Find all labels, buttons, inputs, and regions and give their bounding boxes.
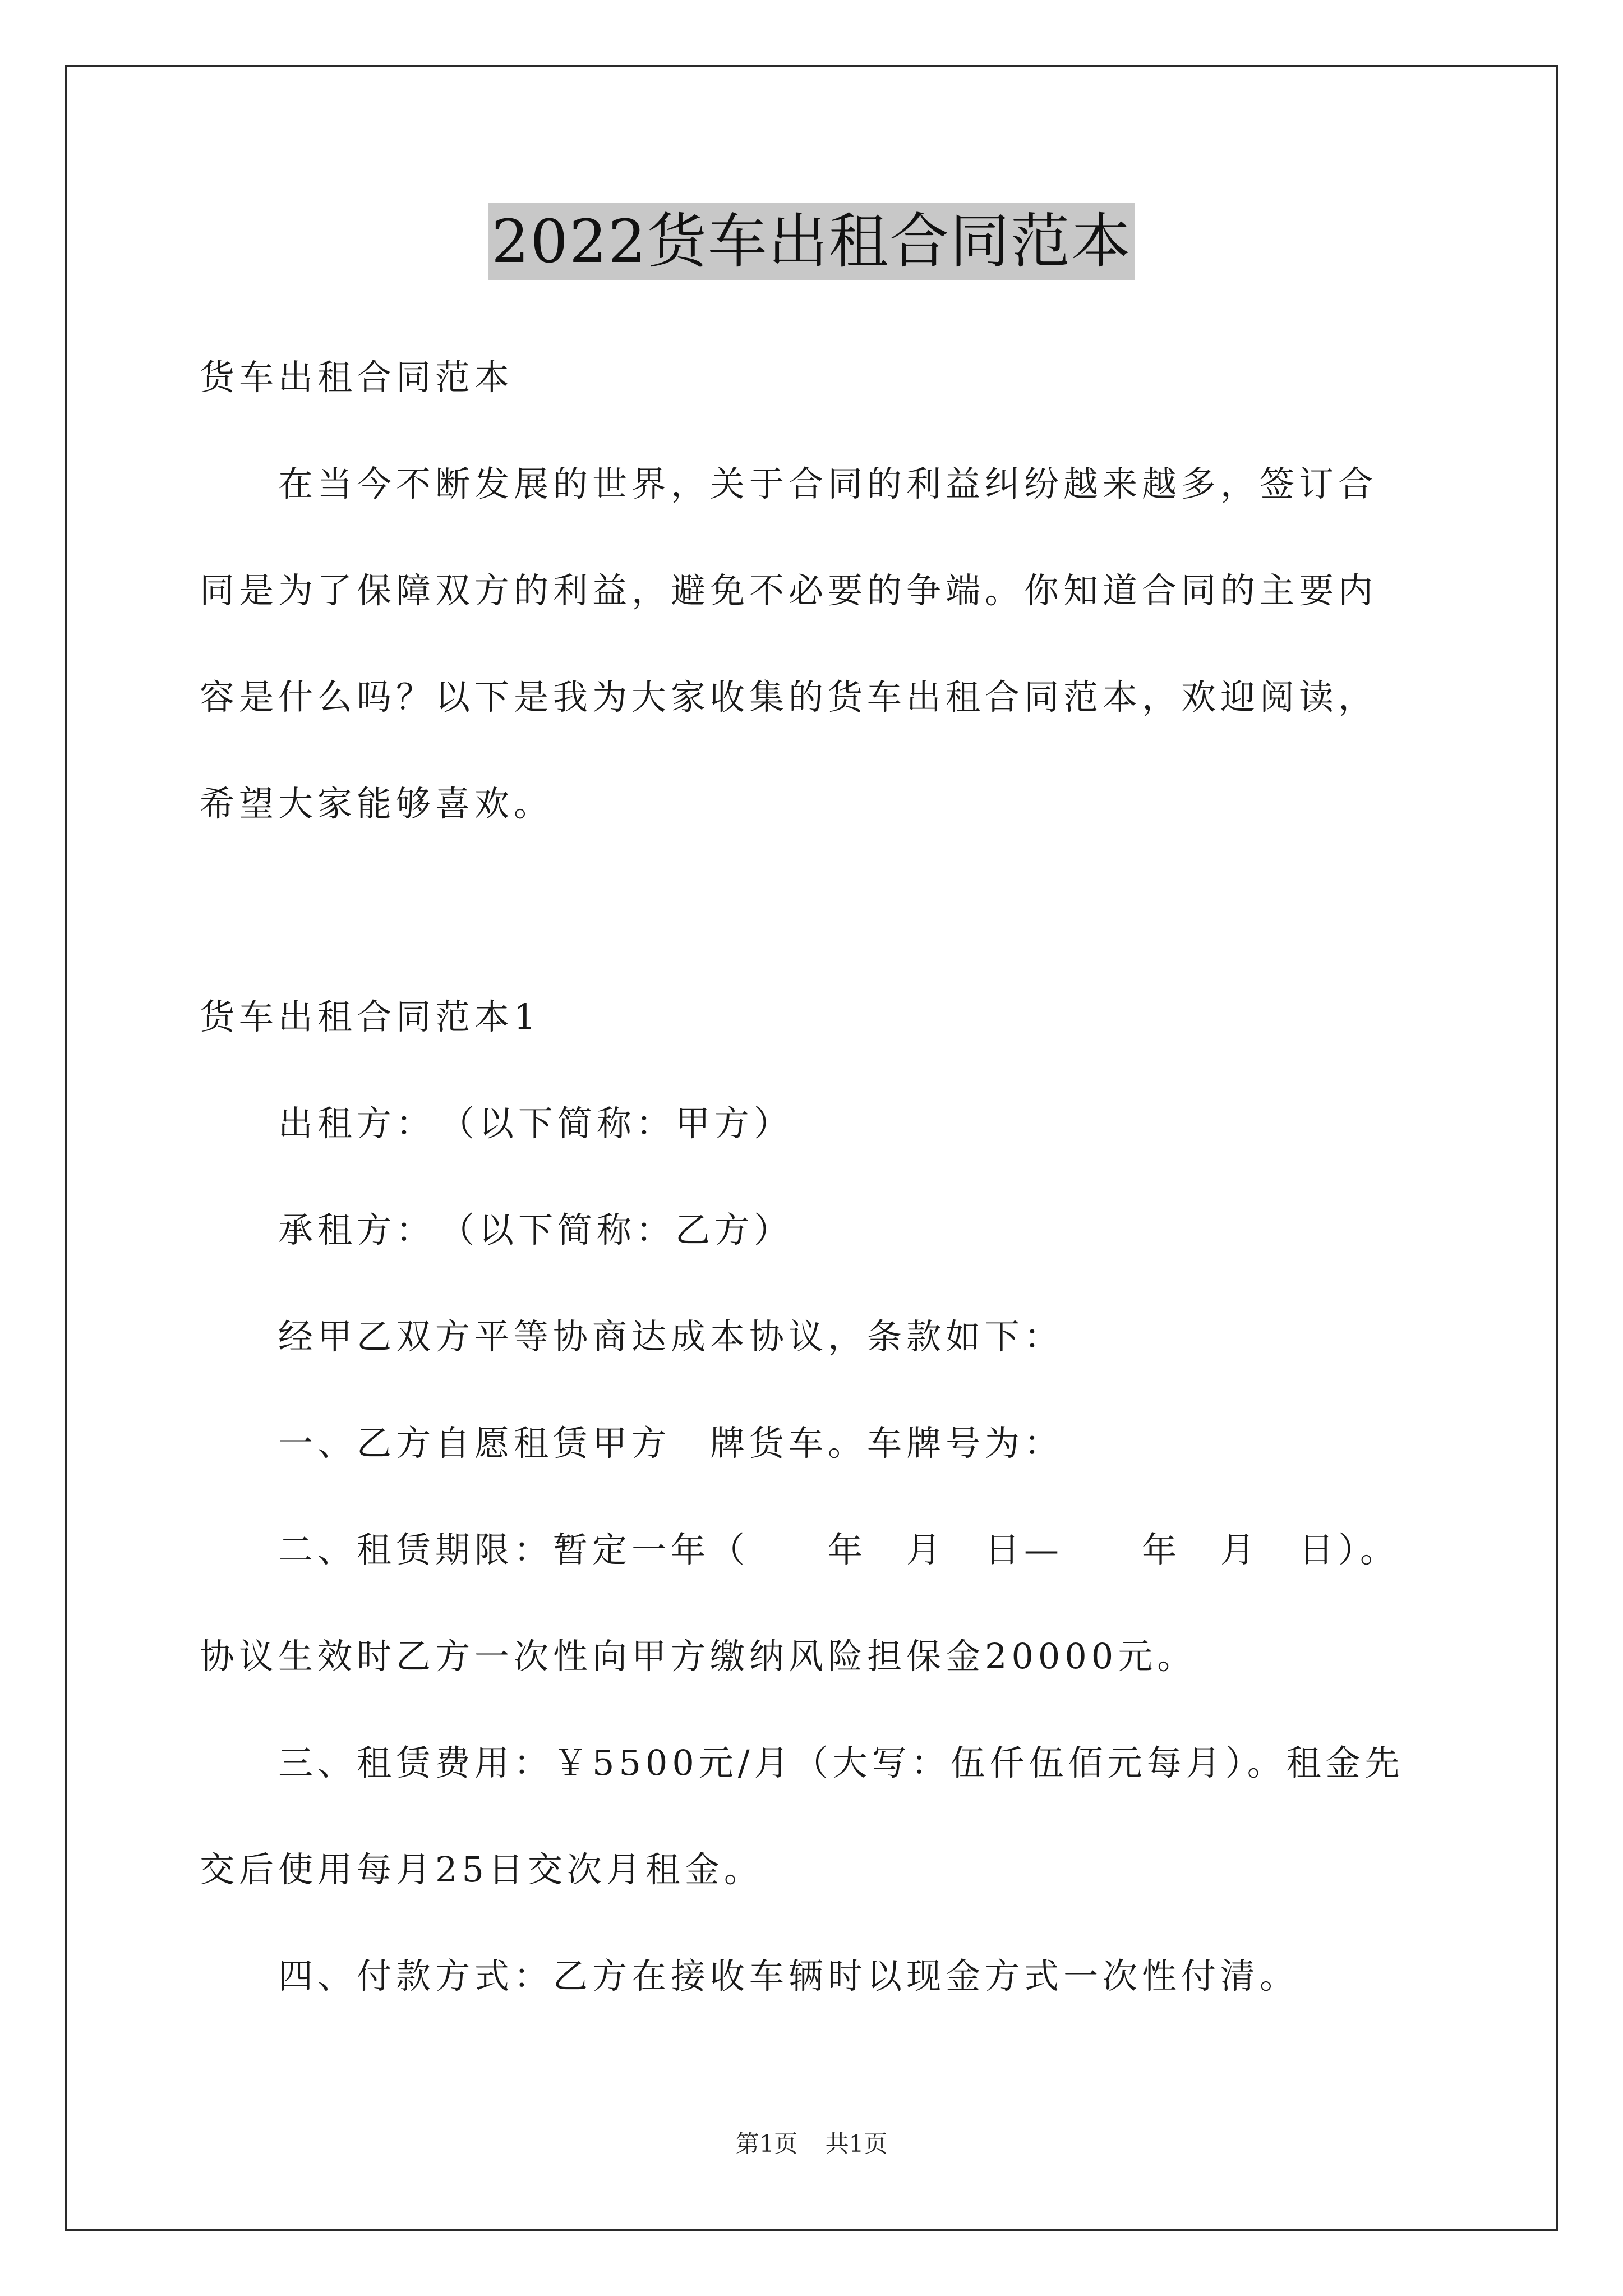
paragraph-line: 容是什么吗？以下是我为大家收集的货车出租合同范本，欢迎阅读， xyxy=(200,677,1378,717)
paragraph-line: 希望大家能够喜欢。 xyxy=(200,783,554,824)
paragraph-line: 交后使用每月25日交次月租金。 xyxy=(200,1849,763,1890)
title-container xyxy=(0,203,1623,280)
paragraph-line: 经甲乙双方平等协商达成本协议，条款如下： xyxy=(200,1316,1064,1357)
page-total: 共1页 xyxy=(825,2130,888,2157)
paragraph-line: 承租方： （以下简称：乙方） xyxy=(200,1209,794,1250)
paragraph-line: 货车出租合同范本 xyxy=(200,357,514,398)
paragraph-line: 同是为了保障双方的利益，避免不必要的争端。你知道合同的主要内 xyxy=(200,570,1378,611)
page-footer xyxy=(0,2127,1623,2161)
section-heading: 货车出租合同范本1 xyxy=(200,996,541,1037)
paragraph-line: 在当今不断发展的世界，关于合同的利益纠纷越来越多，签订合 xyxy=(200,463,1378,504)
paragraph-line: 四、付款方式：乙方在接收车辆时以现金方式一次性付清。 xyxy=(200,1955,1299,1996)
paragraph-line: 一、乙方自愿租赁甲方 牌货车。车牌号为： xyxy=(200,1423,1064,1464)
paragraph-line: 出租方： （以下简称：甲方） xyxy=(200,1103,794,1144)
document-title: 2022货车出租合同范本 xyxy=(488,203,1135,280)
paragraph-line: 协议生效时乙方一次性向甲方缴纳风险担保金20000元。 xyxy=(200,1636,1197,1677)
page-current: 第1页 xyxy=(735,2130,798,2157)
paragraph-line: 二、租赁期限：暂定一年（ 年 月 日— 年 月 日）。 xyxy=(200,1529,1400,1570)
paragraph-line: 三、租赁费用：￥5500元/月（大写：伍仟伍佰元每月）。租金先 xyxy=(200,1742,1404,1783)
